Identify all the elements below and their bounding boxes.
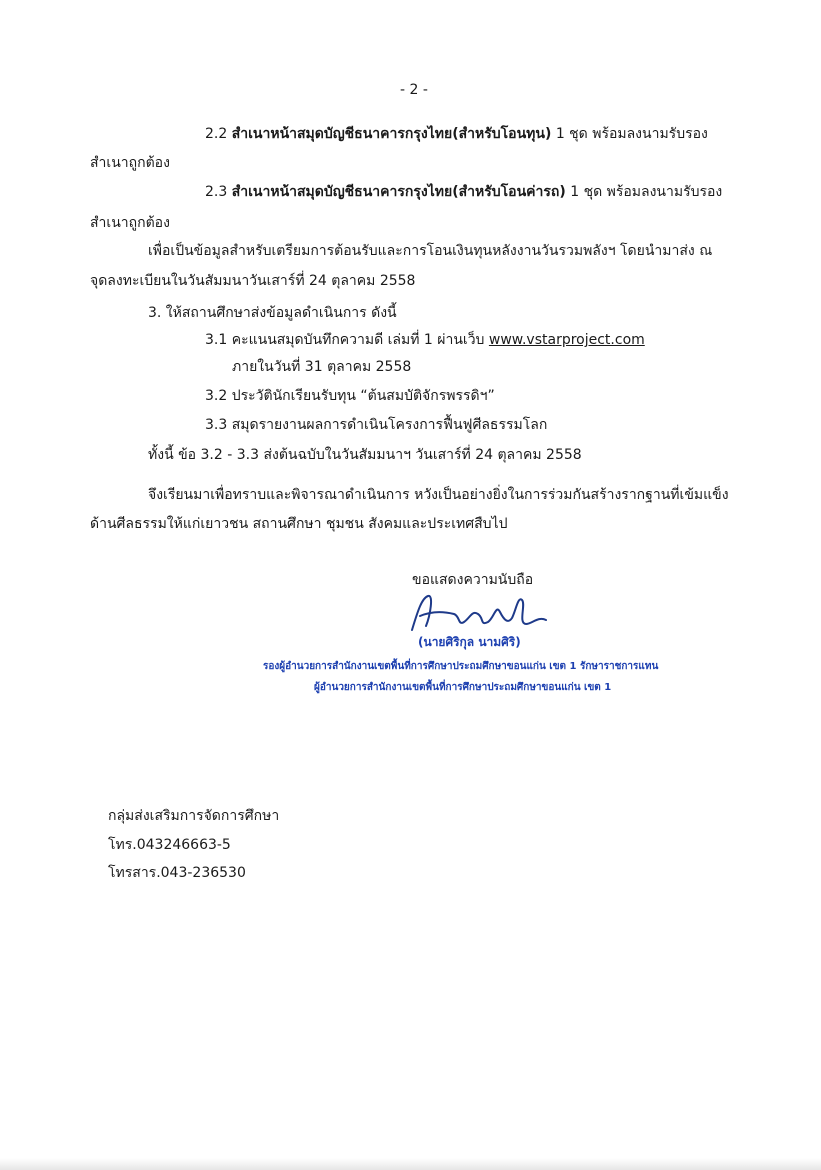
item-2-3-rest: 1 ชุด พร้อมลงนามรับรอง	[570, 184, 723, 200]
website-link[interactable]: www.vstarproject.com	[488, 332, 645, 348]
item-2-2-number: 2.2	[205, 126, 228, 142]
item-2-2-continuation: สำเนาถูกต้อง	[90, 155, 170, 171]
item-3-2: 3.2 ประวัตินักเรียนรับทุน “ต้นสมบัติจักรพรรดิฯ”	[205, 388, 495, 404]
item-3-1-deadline: ภายในวันที่ 31 ตุลาคม 2558	[232, 359, 412, 375]
item-3-3: 3.3 สมุดรายงานผลการดำเนินโครงการฟื้นฟูศีลธรรมโลก	[205, 417, 548, 433]
item-2-3-continuation: สำเนาถูกต้อง	[90, 215, 170, 231]
page-number: - 2 -	[400, 82, 428, 98]
department-name: กลุ่มส่งเสริมการจัดการศึกษา	[108, 808, 280, 824]
purpose-line-1: เพื่อเป็นข้อมูลสำหรับเตรียมการต้อนรับและการโอนเงินทุนหลังงานวันรวมพลังฯ โดยนำมาส่ง ณ	[148, 243, 713, 259]
item-3-1-text: 3.1 คะแนนสมุดบันทึกความดี เล่มที่ 1 ผ่านเว็บ	[205, 332, 485, 348]
closing-line-1: จึงเรียนมาเพื่อทราบและพิจารณาดำเนินการ หวังเป็นอย่างยิ่งในการร่วมกันสร้างรากฐานที่เข้มแข็ง	[148, 487, 729, 503]
item-2-2-title: สำเนาหน้าสมุดบัญชีธนาคารกรุงไทย(สำหรับโอนทุน)	[231, 126, 552, 142]
section-3-note: ทั้งนี้ ข้อ 3.2 - 3.3 ส่งต้นฉบับในวันสัมมนาฯ วันเสาร์ที่ 24 ตุลาคม 2558	[148, 447, 582, 463]
signer-name: (นายศิริกุล นามศิริ)	[418, 635, 521, 649]
item-2-2	[205, 124, 708, 144]
scan-edge	[0, 1158, 821, 1170]
signer-title-line-2: ผู้อำนวยการสำนักงานเขตพื้นที่การศึกษาประถมศึกษาขอนแก่น เขต 1	[314, 682, 612, 693]
salutation: ขอแสดงความนับถือ	[412, 572, 534, 588]
phone-number: โทร.043246663-5	[108, 837, 231, 853]
item-2-3-title: สำเนาหน้าสมุดบัญชีธนาคารกรุงไทย(สำหรับโอนค่ารถ)	[231, 184, 566, 200]
purpose-line-2: จุดลงทะเบียนในวันสัมมนาวันเสาร์ที่ 24 ตุลาคม 2558	[90, 273, 416, 289]
fax-number: โทรสาร.043-236530	[108, 865, 246, 881]
item-2-3	[205, 182, 722, 202]
closing-line-2: ด้านศีลธรรมให้แก่เยาวชน สถานศึกษา ชุมชน สังคมและประเทศสืบไป	[90, 516, 508, 532]
item-2-3-number: 2.3	[205, 184, 228, 200]
item-2-2-rest: 1 ชุด พร้อมลงนามรับรอง	[555, 126, 708, 142]
item-3-1	[205, 330, 645, 350]
section-3-heading: 3. ให้สถานศึกษาส่งข้อมูลดำเนินการ ดังนี้	[148, 305, 397, 321]
signer-title-line-1: รองผู้อำนวยการสำนักงานเขตพื้นที่การศึกษาประถมศึกษาขอนแก่น เขต 1 รักษาราชการแทน	[263, 661, 659, 672]
